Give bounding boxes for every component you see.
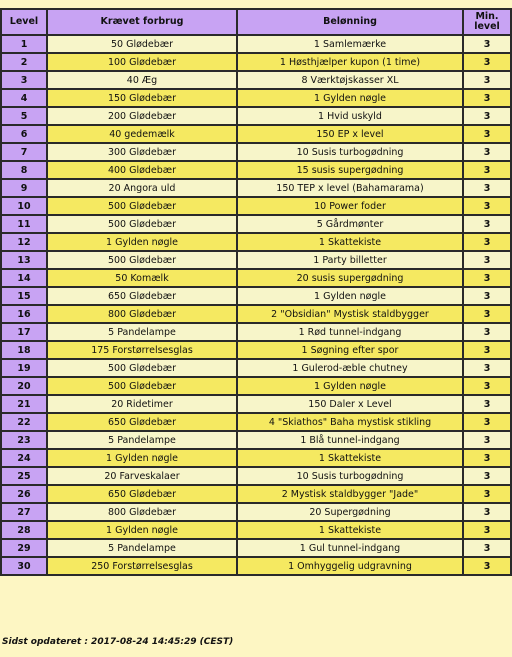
table-row bbox=[1, 89, 511, 107]
min-level-cell: 3 bbox=[463, 395, 511, 413]
min-level-cell: 3 bbox=[463, 107, 511, 125]
min-level-cell: 3 bbox=[463, 287, 511, 305]
level-cell: 14 bbox=[1, 269, 47, 287]
table-row bbox=[1, 539, 511, 557]
level-cell: 3 bbox=[1, 71, 47, 89]
min-level-cell: 3 bbox=[463, 233, 511, 251]
reward-cell: 10 Susis turbogødning bbox=[237, 467, 463, 485]
table-row bbox=[1, 251, 511, 269]
min-level-cell: 3 bbox=[463, 89, 511, 107]
reward-cell: 10 Power foder bbox=[237, 197, 463, 215]
min-level-cell: 3 bbox=[463, 215, 511, 233]
cost-cell: 50 Komælk bbox=[47, 269, 237, 287]
reward-cell: 15 susis supergødning bbox=[237, 161, 463, 179]
table-row bbox=[1, 431, 511, 449]
table-row bbox=[1, 161, 511, 179]
cost-cell: 1 Gylden nøgle bbox=[47, 233, 237, 251]
min-level-cell: 3 bbox=[463, 53, 511, 71]
table-header-row bbox=[1, 9, 511, 35]
level-cell: 4 bbox=[1, 89, 47, 107]
level-cell: 1 bbox=[1, 35, 47, 53]
cost-cell: 175 Forstørrelsesglas bbox=[47, 341, 237, 359]
reward-cell: 2 Mystisk staldbygger "Jade" bbox=[237, 485, 463, 503]
min-level-cell: 3 bbox=[463, 161, 511, 179]
reward-cell: 4 "Skiathos" Baha mystisk stikling bbox=[237, 413, 463, 431]
table-row bbox=[1, 503, 511, 521]
min-level-cell: 3 bbox=[463, 35, 511, 53]
table-row bbox=[1, 179, 511, 197]
table-row bbox=[1, 377, 511, 395]
reward-cell: 20 susis supergødning bbox=[237, 269, 463, 287]
level-cell: 29 bbox=[1, 539, 47, 557]
header-level: Level bbox=[1, 9, 47, 35]
cost-cell: 5 Pandelampe bbox=[47, 323, 237, 341]
table-row bbox=[1, 233, 511, 251]
level-cell: 21 bbox=[1, 395, 47, 413]
level-cell: 27 bbox=[1, 503, 47, 521]
reward-cell: 1 Skattekiste bbox=[237, 233, 463, 251]
reward-cell: 2 "Obsidian" Mystisk staldbygger bbox=[237, 305, 463, 323]
reward-cell: 1 Gulerod-æble chutney bbox=[237, 359, 463, 377]
table-row bbox=[1, 143, 511, 161]
cost-cell: 400 Glødebær bbox=[47, 161, 237, 179]
table-row bbox=[1, 287, 511, 305]
level-cell: 17 bbox=[1, 323, 47, 341]
reward-cell: 10 Susis turbogødning bbox=[237, 143, 463, 161]
min-level-cell: 3 bbox=[463, 251, 511, 269]
cost-cell: 5 Pandelampe bbox=[47, 539, 237, 557]
min-level-cell: 3 bbox=[463, 71, 511, 89]
min-level-cell: 3 bbox=[463, 557, 511, 575]
min-level-cell: 3 bbox=[463, 179, 511, 197]
table-row bbox=[1, 467, 511, 485]
cost-cell: 1 Gylden nøgle bbox=[47, 521, 237, 539]
min-level-cell: 3 bbox=[463, 143, 511, 161]
header-cost: Krævet forbrug bbox=[47, 9, 237, 35]
table-row bbox=[1, 215, 511, 233]
level-cell: 19 bbox=[1, 359, 47, 377]
level-cell: 13 bbox=[1, 251, 47, 269]
reward-cell: 1 Skattekiste bbox=[237, 449, 463, 467]
min-level-cell: 3 bbox=[463, 467, 511, 485]
table-row bbox=[1, 71, 511, 89]
min-level-cell: 3 bbox=[463, 413, 511, 431]
reward-cell: 150 EP x level bbox=[237, 125, 463, 143]
cost-cell: 40 Æg bbox=[47, 71, 237, 89]
min-level-cell: 3 bbox=[463, 125, 511, 143]
min-level-cell: 3 bbox=[463, 431, 511, 449]
cost-cell: 40 gedemælk bbox=[47, 125, 237, 143]
cost-cell: 300 Glødebær bbox=[47, 143, 237, 161]
level-cell: 20 bbox=[1, 377, 47, 395]
table-row bbox=[1, 359, 511, 377]
cost-cell: 650 Glødebær bbox=[47, 287, 237, 305]
min-level-cell: 3 bbox=[463, 539, 511, 557]
level-cell: 22 bbox=[1, 413, 47, 431]
reward-cell: 1 Hvid uskyld bbox=[237, 107, 463, 125]
reward-cell: 1 Gylden nøgle bbox=[237, 89, 463, 107]
cost-cell: 500 Glødebær bbox=[47, 251, 237, 269]
level-cell: 10 bbox=[1, 197, 47, 215]
table-row bbox=[1, 323, 511, 341]
table-row bbox=[1, 305, 511, 323]
table-row bbox=[1, 449, 511, 467]
reward-cell: 8 Værktøjskasser XL bbox=[237, 71, 463, 89]
header-min-level: Min. level bbox=[463, 9, 511, 35]
min-level-cell: 3 bbox=[463, 359, 511, 377]
table-row bbox=[1, 269, 511, 287]
level-cell: 6 bbox=[1, 125, 47, 143]
level-cell: 30 bbox=[1, 557, 47, 575]
level-cell: 24 bbox=[1, 449, 47, 467]
level-cell: 16 bbox=[1, 305, 47, 323]
level-cell: 2 bbox=[1, 53, 47, 71]
table-row bbox=[1, 125, 511, 143]
cost-cell: 50 Glødebær bbox=[47, 35, 237, 53]
cost-cell: 1 Gylden nøgle bbox=[47, 449, 237, 467]
table-row bbox=[1, 557, 511, 575]
min-level-cell: 3 bbox=[463, 377, 511, 395]
table-body bbox=[1, 35, 511, 575]
reward-cell: 1 Høsthjælper kupon (1 time) bbox=[237, 53, 463, 71]
table-row bbox=[1, 413, 511, 431]
level-cell: 28 bbox=[1, 521, 47, 539]
cost-cell: 20 Farveskalaer bbox=[47, 467, 237, 485]
level-cell: 18 bbox=[1, 341, 47, 359]
cost-cell: 150 Glødebær bbox=[47, 89, 237, 107]
reward-cell: 150 Daler x Level bbox=[237, 395, 463, 413]
cost-cell: 800 Glødebær bbox=[47, 305, 237, 323]
cost-cell: 650 Glødebær bbox=[47, 485, 237, 503]
level-cell: 9 bbox=[1, 179, 47, 197]
cost-cell: 5 Pandelampe bbox=[47, 431, 237, 449]
cost-cell: 500 Glødebær bbox=[47, 377, 237, 395]
min-level-cell: 3 bbox=[463, 197, 511, 215]
reward-cell: 1 Gul tunnel-indgang bbox=[237, 539, 463, 557]
level-cell: 25 bbox=[1, 467, 47, 485]
last-updated: Sidst opdateret : 2017-08-24 14:45:29 (CEST) bbox=[2, 637, 234, 647]
table-row bbox=[1, 35, 511, 53]
table-row bbox=[1, 107, 511, 125]
cost-cell: 100 Glødebær bbox=[47, 53, 237, 71]
table-row bbox=[1, 485, 511, 503]
cost-cell: 20 Ridetimer bbox=[47, 395, 237, 413]
table-row bbox=[1, 53, 511, 71]
cost-cell: 20 Angora uld bbox=[47, 179, 237, 197]
reward-cell: 1 Omhyggelig udgravning bbox=[237, 557, 463, 575]
level-cell: 11 bbox=[1, 215, 47, 233]
level-cell: 15 bbox=[1, 287, 47, 305]
cost-cell: 250 Forstørrelsesglas bbox=[47, 557, 237, 575]
reward-cell: 1 Rød tunnel-indgang bbox=[237, 323, 463, 341]
min-level-cell: 3 bbox=[463, 269, 511, 287]
cost-cell: 500 Glødebær bbox=[47, 197, 237, 215]
table-row bbox=[1, 521, 511, 539]
min-level-cell: 3 bbox=[463, 449, 511, 467]
min-level-cell: 3 bbox=[463, 521, 511, 539]
reward-cell: 1 Gylden nøgle bbox=[237, 287, 463, 305]
level-cell: 8 bbox=[1, 161, 47, 179]
min-level-cell: 3 bbox=[463, 323, 511, 341]
min-level-cell: 3 bbox=[463, 503, 511, 521]
level-cell: 26 bbox=[1, 485, 47, 503]
header-reward: Belønning bbox=[237, 9, 463, 35]
reward-cell: 150 TEP x level (Bahamarama) bbox=[237, 179, 463, 197]
cost-cell: 500 Glødebær bbox=[47, 215, 237, 233]
reward-cell: 1 Søgning efter spor bbox=[237, 341, 463, 359]
table-row bbox=[1, 341, 511, 359]
reward-cell: 1 Gylden nøgle bbox=[237, 377, 463, 395]
cost-cell: 200 Glødebær bbox=[47, 107, 237, 125]
min-level-cell: 3 bbox=[463, 305, 511, 323]
table-row bbox=[1, 197, 511, 215]
level-cell: 5 bbox=[1, 107, 47, 125]
table-row bbox=[1, 395, 511, 413]
reward-cell: 5 Gårdmønter bbox=[237, 215, 463, 233]
level-cell: 7 bbox=[1, 143, 47, 161]
reward-cell: 20 Supergødning bbox=[237, 503, 463, 521]
level-cell: 23 bbox=[1, 431, 47, 449]
reward-cell: 1 Blå tunnel-indgang bbox=[237, 431, 463, 449]
min-level-cell: 3 bbox=[463, 485, 511, 503]
level-cell: 12 bbox=[1, 233, 47, 251]
cost-cell: 500 Glødebær bbox=[47, 359, 237, 377]
cost-cell: 650 Glødebær bbox=[47, 413, 237, 431]
cost-cell: 800 Glødebær bbox=[47, 503, 237, 521]
rewards-table bbox=[0, 8, 512, 576]
reward-cell: 1 Skattekiste bbox=[237, 521, 463, 539]
reward-cell: 1 Samlemærke bbox=[237, 35, 463, 53]
reward-cell: 1 Party billetter bbox=[237, 251, 463, 269]
min-level-cell: 3 bbox=[463, 341, 511, 359]
